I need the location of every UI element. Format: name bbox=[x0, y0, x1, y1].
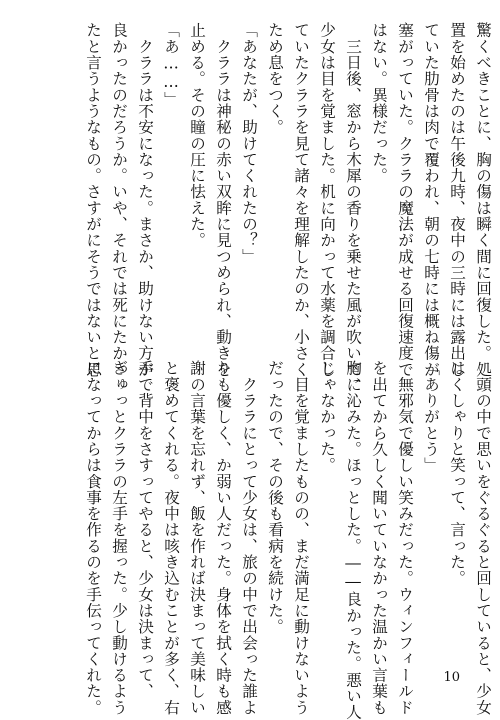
text-column: ていたクララを見て諸々を理解したのか、小さく bbox=[292, 22, 310, 378]
text-column: りも優しく、か弱い人だった。身体を拭く時も感 bbox=[214, 360, 232, 716]
text-column: ぎゅっとクララの左手を握った。少し動けるよう bbox=[110, 360, 128, 716]
text-column: 「ありがとう」 bbox=[422, 360, 440, 474]
text-column: クララにとって少女は、旅の中で出会った誰よ bbox=[240, 360, 258, 716]
page-number: 10 bbox=[443, 670, 460, 685]
text-column bbox=[496, 360, 500, 672]
text-column: じゃなかった。 bbox=[318, 360, 336, 474]
text-column: 手で背中をさすってやると、少女は決まって、 bbox=[136, 360, 154, 700]
text-column: クララは不安になった。まさか、助けない方が bbox=[136, 22, 154, 378]
upper-text-block bbox=[80, 22, 492, 394]
text-column: はくしゃりと笑って、言った。 bbox=[448, 360, 466, 587]
text-column: を出てから久しく聞いていなかった温かい言葉も bbox=[370, 360, 388, 716]
text-column: 胸に沁みた。ほっとした。――良かった。悪い人 bbox=[344, 360, 362, 720]
text-column: 止める。その瞳の圧に怯えた。 bbox=[188, 22, 206, 249]
upper-columns bbox=[80, 22, 500, 394]
text-column: 無邪気で優しい笑みだった。ウィンフィールド bbox=[396, 360, 414, 716]
text-column: になってからは食事を作るのを手伝ってくれた。 bbox=[84, 360, 102, 716]
text-column: 「あ……」 bbox=[162, 22, 180, 108]
text-column: 頭の中で思いをぐるぐると回していると、少女 bbox=[474, 360, 492, 716]
text-column: 驚くべきことに、胸の傷は瞬く間に回復した。処 bbox=[474, 22, 492, 378]
text-column: 良かったのだろうか。いや、それでは死にたかっ bbox=[110, 22, 128, 378]
text-column: クララは神秘の赤い双眸に見つめられ、動きを bbox=[214, 22, 232, 378]
text-column bbox=[496, 22, 500, 334]
text-column: だったので、その後も看病を続けた。 bbox=[266, 360, 284, 635]
text-column: 謝の言葉を忘れず、飯を作れば決まって美味しい bbox=[188, 360, 206, 716]
text-column: と褒めてくれる。夜中は咳き込むことが多く、右 bbox=[162, 360, 180, 716]
text-column: ていた肋骨は肉で覆われ、朝の七時には概ね傷が bbox=[422, 22, 440, 378]
text-column: はない。異様だった。 bbox=[370, 22, 388, 184]
text-column: 「あなたが、助けてくれたの？」 bbox=[240, 22, 258, 265]
text-column: 少女は目を覚ました。机に向かって水薬を調合し bbox=[318, 22, 336, 378]
text-column: 塞がっていた。クララの魔法が成せる回復速度で bbox=[396, 22, 414, 378]
text-column: たと言うようなもの。さすがにそうではないと思 bbox=[84, 22, 102, 378]
text-column: 置を始めたのは午後九時、夜中の三時には露出し bbox=[448, 22, 466, 378]
text-column: 三日後、窓から木犀の香りを乗せた風が吹いて、 bbox=[344, 22, 362, 394]
text-column: ため息をつく。 bbox=[266, 22, 284, 136]
text-column: 目を覚ましたものの、まだ満足に動けないよう bbox=[292, 360, 310, 716]
